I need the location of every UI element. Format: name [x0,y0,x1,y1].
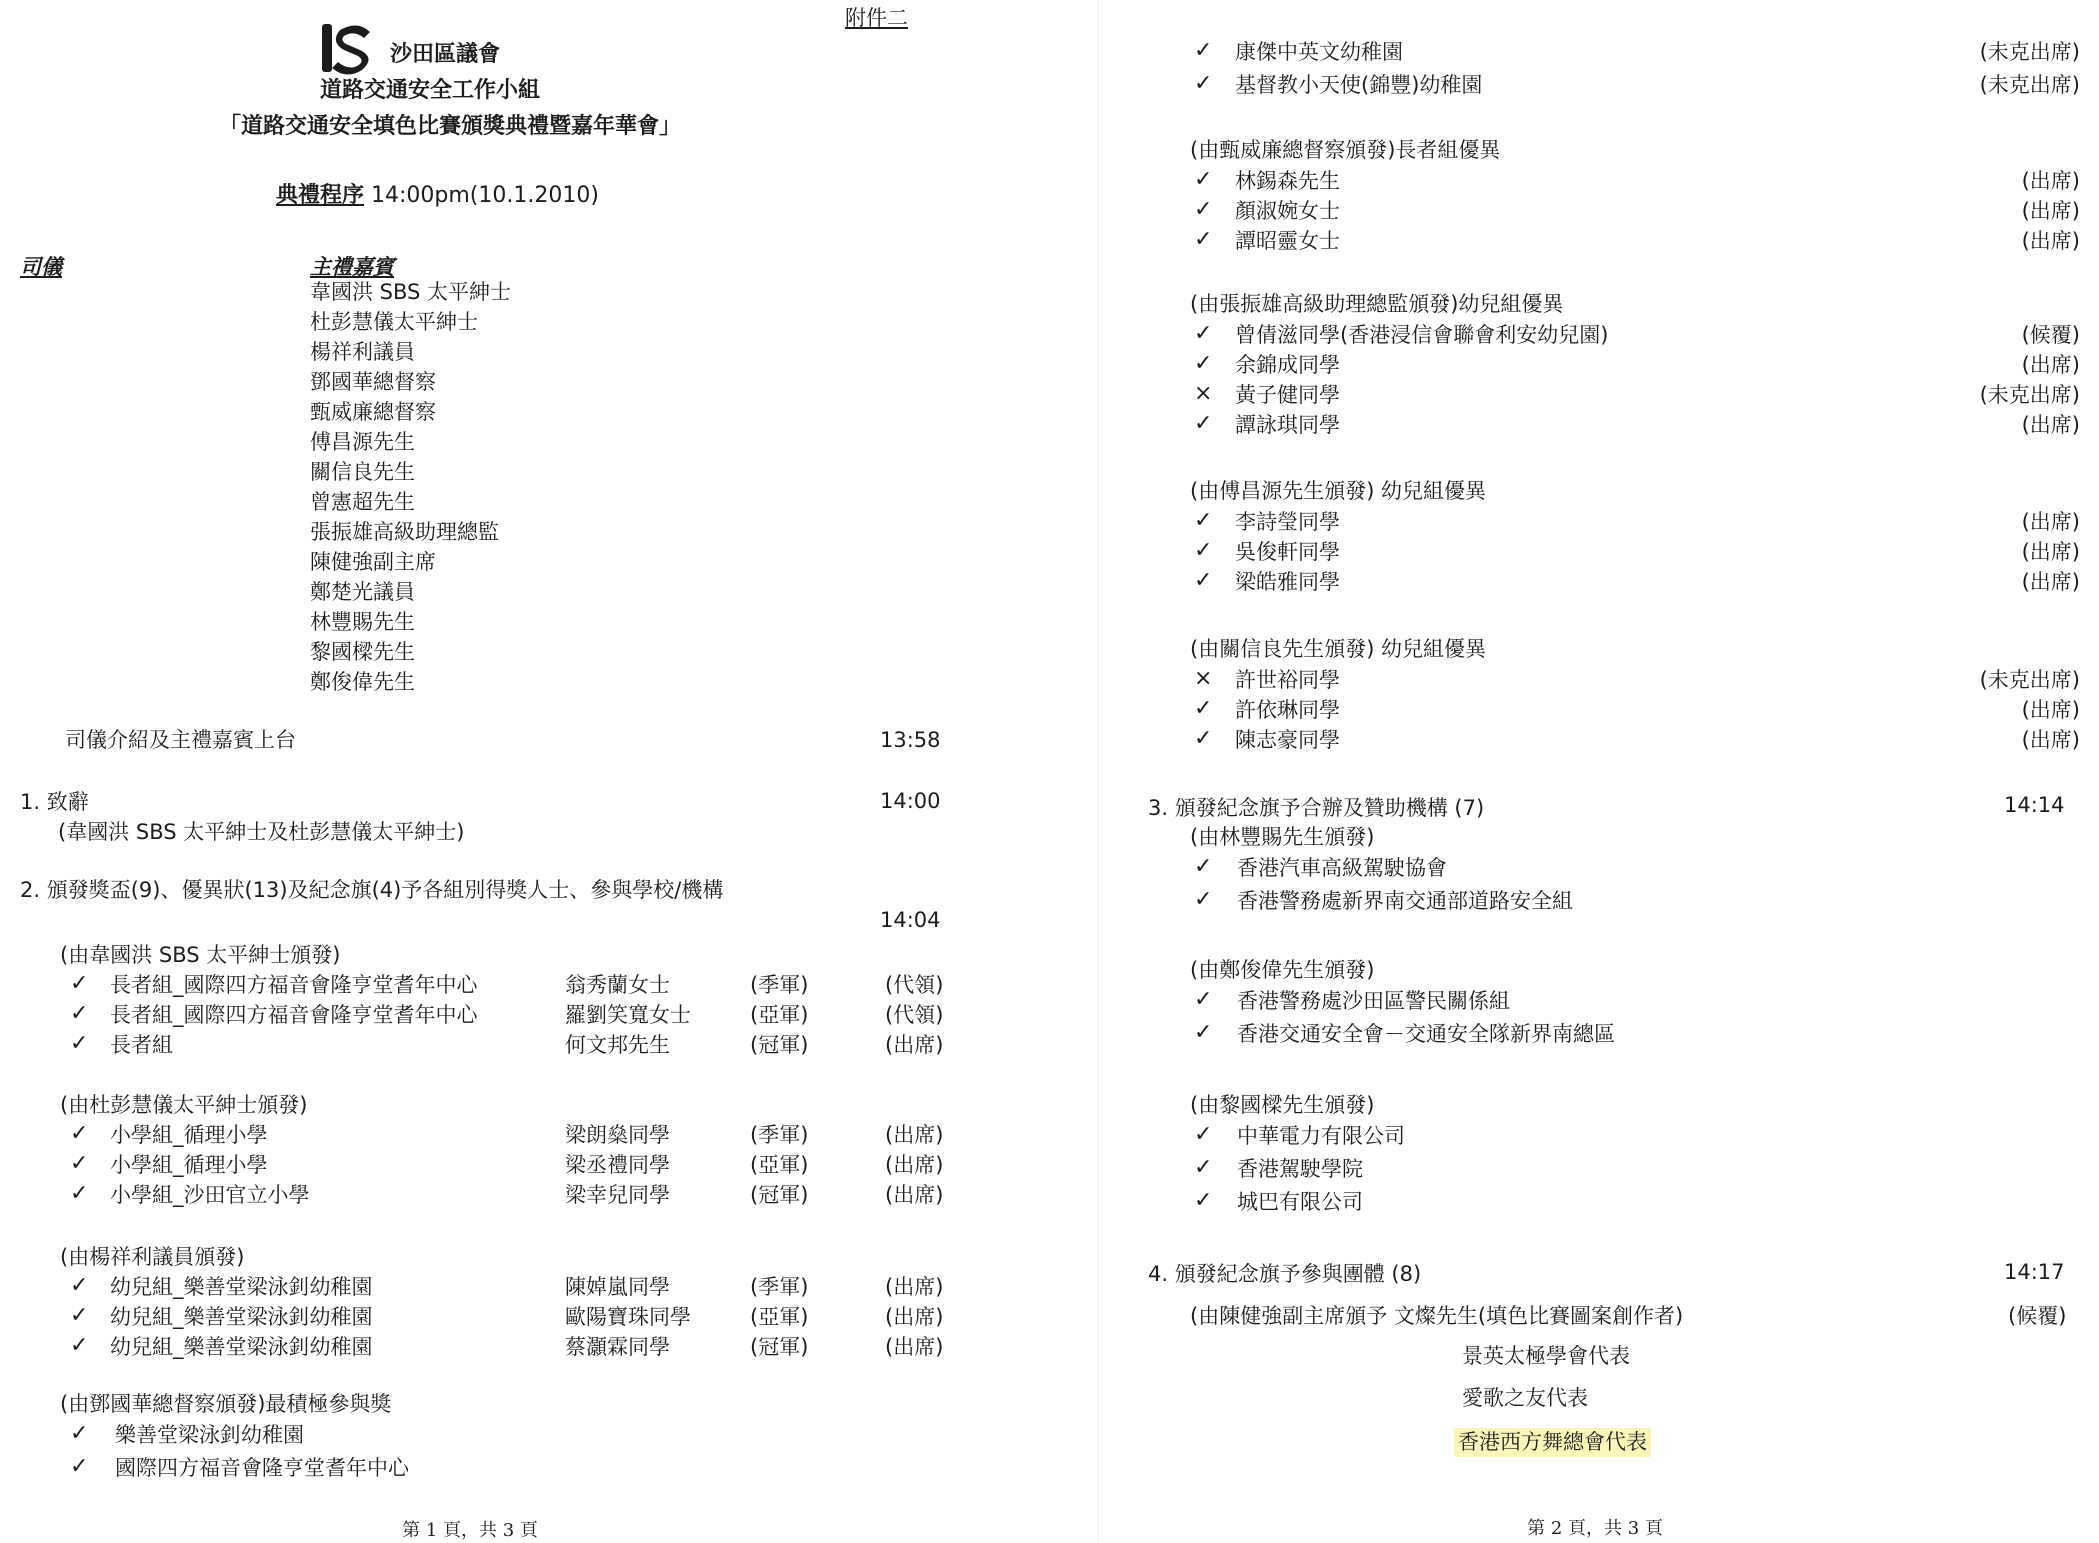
block-heading: (由關信良先生頒發) 幼兒組優異 [1190,637,1487,661]
item4-status: (候覆) [2008,1304,2067,1328]
attendance-status: (出席) [885,1033,944,1057]
check-mark: ✓ [1194,854,1213,879]
block-heading: (由鄭俊偉先生頒發) [1190,958,1375,982]
award-rank: (冠軍) [750,1033,809,1057]
guest-name: 張振雄高級助理總監 [310,520,499,544]
attendance-status: (出席) [885,1305,944,1329]
check-mark: ✓ [70,1031,89,1056]
guest-name: 曾憲超先生 [310,490,415,514]
award-org: 國際四方福音會隆亨堂耆年中心 [115,1456,409,1480]
page2-footer: 第 2 頁，共 3 頁 [1527,1518,1663,1539]
check-mark: ✓ [70,1181,89,1206]
item3-label: 3. 頒發紀念旗予合辦及贊助機構 (7) [1148,796,1485,820]
block-heading: (由杜彭慧儀太平紳士頒發) [60,1093,308,1117]
attendance-status: (出席) [2021,540,2080,564]
merit-name: 黃子健同學 [1235,383,1340,407]
check-mark: ✓ [1194,321,1213,346]
check-mark: ✓ [1194,167,1213,192]
block-heading: (由黎國樑先生頒發) [1190,1093,1375,1117]
winner-name: 梁朗燊同學 [565,1123,670,1147]
guest-name: 鄭楚光議員 [310,580,415,604]
award-rank: (冠軍) [750,1183,809,1207]
block-heading: (由楊祥利議員頒發) [60,1245,245,1269]
check-mark: ✓ [70,1001,89,1026]
merit-name: 顏淑婉女士 [1235,199,1340,223]
mc-label: 司儀 [20,255,62,279]
attendance-status: (出席) [885,1335,944,1359]
check-mark: ✓ [1194,1020,1213,1045]
guest-name: 林豐賜先生 [310,610,415,634]
attendance-status: (未克出席) [1979,40,2080,64]
group-representative: 愛歌之友代表 [1462,1386,1588,1410]
check-mark: ✓ [1194,1188,1213,1213]
merit-name: 李詩瑩同學 [1235,510,1340,534]
org-name: 沙田區議會 [390,42,501,67]
check-mark: ✓ [70,1333,89,1358]
page1-footer: 第 1 頁，共 3 頁 [402,1520,538,1541]
group-representative: 香港西方舞總會代表 [1454,1428,1651,1457]
attendance-status: (出席) [885,1183,944,1207]
check-mark: ✓ [1194,538,1213,563]
merit-name: 譚詠琪同學 [1235,413,1340,437]
merit-name: 曾倩滋同學(香港浸信會聯會利安幼兒園) [1235,323,1609,347]
merit-name: 梁皓雅同學 [1235,570,1340,594]
attendance-status: (未克出席) [1979,383,2080,407]
check-mark: ✓ [70,1454,89,1479]
guest-name: 甄威廉總督察 [310,400,436,424]
attendance-status: (候覆) [2021,323,2080,347]
block-heading: (由張振雄高級助理總監頒發)幼兒組優異 [1190,292,1564,316]
award-org: 長者組 [110,1033,173,1057]
attendance-status: (出席) [885,1153,944,1177]
annex-label: 附件二 [845,6,908,30]
check-mark: ✓ [1194,1122,1213,1147]
intro-text: 司儀介紹及主禮嘉賓上台 [65,728,296,752]
item1-time: 14:00 [880,789,941,813]
item1-label: 1. 致辭 [20,790,89,814]
award-org: 長者組_國際四方福音會隆亨堂耆年中心 [110,1003,478,1027]
guest-name: 陳健強副主席 [310,550,436,574]
intro-time: 13:58 [880,728,941,752]
award-rank: (季軍) [750,1123,809,1147]
sponsor-name: 中華電力有限公司 [1237,1124,1405,1148]
group-representative: 景英太極學會代表 [1462,1344,1630,1368]
attendance-status: (出席) [2021,413,2080,437]
check-mark: ✓ [1194,696,1213,721]
merit-name: 余錦成同學 [1235,353,1340,377]
attendance-status: (出席) [2021,510,2080,534]
check-mark: ✓ [1194,38,1213,63]
sponsor-name: 香港警務處沙田區警民關係組 [1237,989,1510,1013]
block-heading: (由林豐賜先生頒發) [1190,825,1375,849]
merit-name: 許依琳同學 [1235,698,1340,722]
item3-time: 14:14 [2004,793,2065,817]
programme-label: 典禮程序 [276,183,365,208]
winner-name: 梁丞禮同學 [565,1153,670,1177]
attendance-status: (代領) [885,973,944,997]
attendance-status: (出席) [2021,169,2080,193]
guests-label: 主禮嘉賓 [310,255,394,279]
merit-name: 譚昭靈女士 [1235,229,1340,253]
check-mark: ✓ [1194,197,1213,222]
award-rank: (季軍) [750,1275,809,1299]
check-mark: ✓ [1194,351,1213,376]
merit-name: 陳志豪同學 [1235,728,1340,752]
sponsor-name: 香港汽車高級駕駛協會 [1237,856,1447,880]
sponsor-name: 香港駕駛學院 [1237,1157,1363,1181]
item4-time: 14:17 [2004,1260,2065,1284]
attendance-status: (出席) [885,1275,944,1299]
attendance-status: (出席) [2021,570,2080,594]
winner-name: 羅劉笑寬女士 [565,1003,691,1027]
check-mark: ✓ [70,1273,89,1298]
check-mark: ✓ [1194,568,1213,593]
guest-name: 黎國樑先生 [310,640,415,664]
group-name: 道路交通安全工作小組 [319,78,540,103]
programme-heading [276,183,599,209]
attendance-status: (代領) [885,1003,944,1027]
event-name: 「道路交通安全填色比賽頒獎典禮暨嘉年華會」 [218,114,681,139]
item4-line: (由陳健強副主席頒予 文燦先生(填色比賽圖案創作者) [1190,1304,1684,1328]
check-mark: ✓ [1194,987,1213,1012]
check-mark: ✓ [1194,508,1213,533]
award-org: 小學組_循理小學 [110,1123,268,1147]
kindergarten-name: 康傑中英文幼稚園 [1235,40,1403,64]
sponsor-name: 城巴有限公司 [1237,1190,1363,1214]
check-mark: × [1194,666,1213,691]
award-org: 長者組_國際四方福音會隆亨堂耆年中心 [110,973,478,997]
programme-time: 14:00pm(10.1.2010) [371,183,599,208]
guest-name: 傅昌源先生 [310,430,415,454]
winner-name: 翁秀蘭女士 [565,973,670,997]
check-mark: ✓ [70,1151,89,1176]
guest-name: 鄧國華總督察 [310,370,436,394]
award-org: 幼兒組_樂善堂梁泳釗幼稚園 [110,1305,373,1329]
attendance-status: (未克出席) [1979,73,2080,97]
merit-name: 許世裕同學 [1235,668,1340,692]
block-heading: (由甄威廉總督察頒發)長者組優異 [1190,138,1501,162]
award-rank: (亞軍) [750,1305,809,1329]
award-org: 小學組_沙田官立小學 [110,1183,310,1207]
award-rank: (冠軍) [750,1335,809,1359]
attendance-status: (未克出席) [1979,668,2080,692]
attendance-status: (出席) [2021,353,2080,377]
check-mark: ✓ [1194,227,1213,252]
attendance-status: (出席) [2021,698,2080,722]
kindergarten-name: 基督教小天使(錦豐)幼稚園 [1235,73,1483,97]
block-heading: (由韋國洪 SBS 太平紳士頒發) [60,943,341,967]
item4-label: 4. 頒發紀念旗予參與團體 (8) [1148,1262,1422,1286]
attendance-status: (出席) [2021,199,2080,223]
winner-name: 蔡灝霖同學 [565,1335,670,1359]
check-mark: ✓ [70,1303,89,1328]
sponsor-name: 香港警務處新界南交通部道路安全組 [1237,889,1573,913]
guest-name: 韋國洪 SBS 太平紳士 [310,280,512,304]
check-mark: ✓ [70,971,89,996]
award-rank: (亞軍) [750,1153,809,1177]
sponsor-name: 香港交通安全會－交通安全隊新界南總區 [1237,1022,1615,1046]
guest-name: 關信良先生 [310,460,415,484]
winner-name: 何文邦先生 [565,1033,670,1057]
guest-name: 鄭俊偉先生 [310,670,415,694]
attendance-status: (出席) [2021,229,2080,253]
winner-name: 陳婥嵐同學 [565,1275,670,1299]
item2-time: 14:04 [880,908,941,932]
merit-name: 吳俊軒同學 [1235,540,1340,564]
block-heading: (由傅昌源先生頒發) 幼兒組優異 [1190,479,1487,503]
item1-sub: (韋國洪 SBS 太平紳士及杜彭慧儀太平紳士) [58,820,465,844]
award-rank: (季軍) [750,973,809,997]
check-mark: ✓ [1194,887,1213,912]
award-rank: (亞軍) [750,1003,809,1027]
award-org: 樂善堂梁泳釗幼稚園 [115,1423,304,1447]
district-council-logo [320,20,376,76]
attendance-status: (出席) [2021,728,2080,752]
check-mark: ✓ [70,1421,89,1446]
award-org: 幼兒組_樂善堂梁泳釗幼稚園 [110,1275,373,1299]
item2-label: 2. 頒發獎盃(9)、優異狀(13)及紀念旗(4)予各組別得獎人士、參與學校/機構 [20,878,724,902]
award-org: 小學組_循理小學 [110,1153,268,1177]
page-fold [1098,0,1099,1543]
guest-name: 楊祥利議員 [310,340,415,364]
check-mark: × [1194,381,1213,406]
check-mark: ✓ [1194,1155,1213,1180]
merit-name: 林錫森先生 [1235,169,1340,193]
check-mark: ✓ [1194,726,1213,751]
check-mark: ✓ [70,1121,89,1146]
check-mark: ✓ [1194,411,1213,436]
winner-name: 梁幸兒同學 [565,1183,670,1207]
block-heading: (由鄧國華總督察頒發)最積極參與獎 [60,1392,392,1416]
check-mark: ✓ [1194,71,1213,96]
award-org: 幼兒組_樂善堂梁泳釗幼稚園 [110,1335,373,1359]
attendance-status: (出席) [885,1123,944,1147]
winner-name: 歐陽寶珠同學 [565,1305,691,1329]
guest-name: 杜彭慧儀太平紳士 [310,310,478,334]
